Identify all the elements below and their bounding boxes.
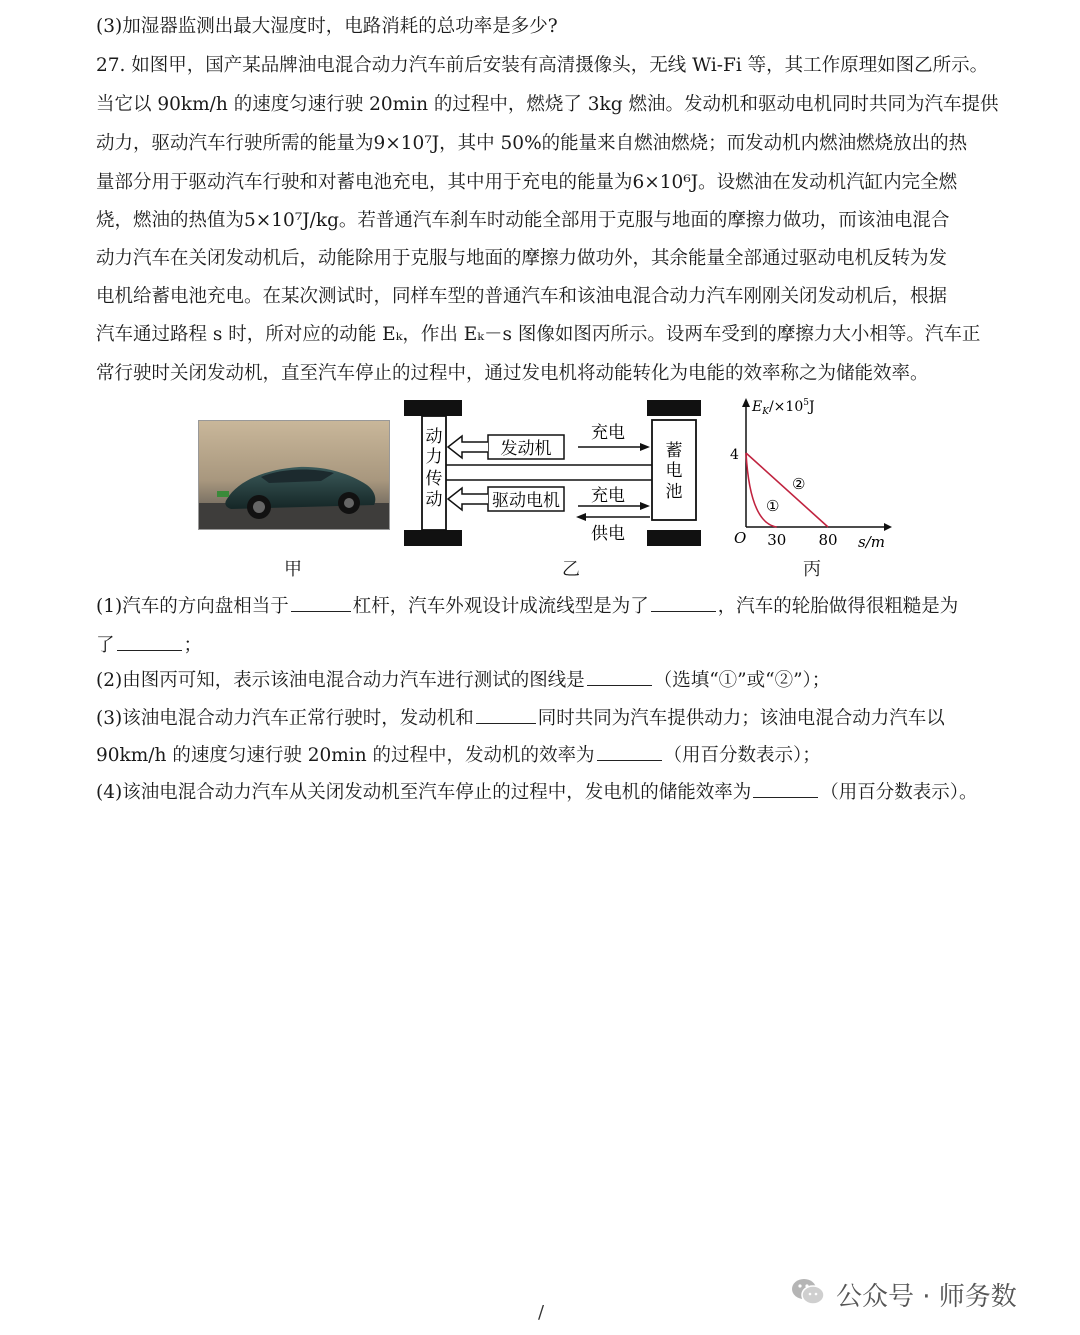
sub-question-2: (2)由图丙可知，表示该油电混合动力汽车进行测试的图线是 （选填“①”或“②”）；	[96, 667, 830, 694]
answer-blank-2[interactable]	[651, 593, 716, 612]
prev-question-tail: (3)加湿器监测出最大湿度时，电路消耗的总功率是多少?	[96, 16, 558, 37]
q27-line-1: 27. 如图甲，国产某品牌油电混合动力汽车前后安装有高清摄像头，无线 Wi-Fi 等，其工作原理如图乙所示。	[96, 55, 989, 76]
answer-blank-7[interactable]	[753, 779, 818, 798]
q27-line-9: 常行驶时关闭发动机，直至汽车停止的过程中，通过发电机将动能转化为电能的效率称之为储能效率。	[96, 363, 929, 384]
sub-question-1: (1)汽车的方向盘相当于 杠杆，汽车外观设计成流线型是为了 ，汽车的轮胎做得很粗糙是为	[96, 593, 958, 620]
transmission-label-3: 传	[425, 469, 443, 489]
charge-top-label: 充电	[591, 423, 625, 443]
graph-ylabel: $E_K/\times 10^5J$	[752, 398, 815, 417]
transmission-label-4: 动	[425, 490, 443, 510]
car-photo	[198, 420, 390, 530]
figure-label-jia: 甲	[284, 559, 302, 580]
supply-label: 供电	[591, 524, 625, 544]
q27-line-3: 动力，驱动汽车行驶所需的能量为9×10⁷J，其中 50%的能量来自燃油燃烧；而发动机内燃油燃烧放出的热	[96, 133, 968, 154]
graph-x-tick-30: 30	[767, 531, 787, 549]
curve-1	[746, 453, 780, 527]
curve-1-label: ①	[766, 497, 780, 515]
figure-label-bing: 丙	[803, 559, 821, 580]
answer-blank-5[interactable]	[476, 705, 536, 724]
wechat-icon	[790, 1276, 826, 1308]
q27-line-7: 电机给蓄电池充电。在某次测试时，同样车型的普通汽车和该油电混合动力汽车刚刚关闭发动机后，根据	[96, 286, 948, 307]
engine-label: 发动机	[500, 439, 552, 459]
answer-blank-6[interactable]	[597, 742, 662, 761]
sub-question-4: (4)该油电混合动力汽车从关闭发动机至汽车停止的过程中，发电机的储能效率为 （用百分数表示）。	[96, 779, 977, 806]
charge-bottom-label: 充电	[591, 486, 625, 506]
curve-2	[746, 453, 828, 527]
sub-question-3-cont: 90km/h 的速度匀速行驶 20min 的过程中，发动机的效率为 （用百分数表示）；	[96, 742, 821, 769]
q27-line-6: 动力汽车在关闭发动机后，动能除用于克服与地面的摩擦力做功外，其余能量全部通过驱动电机反转为发	[96, 248, 948, 269]
battery-label-2: 电	[665, 461, 683, 481]
ek-s-graph	[726, 395, 892, 553]
figure-label-yi: 乙	[562, 559, 580, 580]
page-mark: /	[538, 1302, 545, 1323]
curve-2-label: ②	[792, 475, 806, 493]
q27-line-2: 当它以 90km/h 的速度匀速行驶 20min 的过程中，燃烧了 3kg 燃油。发动机和驱动电机同时共同为汽车提供	[96, 94, 999, 115]
answer-blank-3[interactable]	[117, 632, 182, 651]
graph-origin: O	[734, 529, 747, 547]
sub-question-3: (3)该油电混合动力汽车正常行驶时，发动机和 同时共同为汽车提供动力；该油电混合动力汽车以	[96, 705, 945, 732]
motor-label: 驱动电机	[492, 491, 560, 511]
answer-blank-1[interactable]	[291, 593, 351, 612]
watermark-text: 公众号 · 师务数	[836, 1282, 1017, 1312]
battery-label-1: 蓄	[665, 441, 683, 461]
q27-line-5: 烧，燃油的热值为5×10⁷J/kg。若普通汽车刹车时动能全部用于克服与地面的摩擦力做功，而该油电混合	[96, 210, 950, 231]
q27-line-4: 量部分用于驱动汽车行驶和对蓄电池充电，其中用于充电的能量为6×10⁶J。设燃油在发动机汽缸内完全燃	[96, 172, 958, 193]
graph-xlabel: s/m	[858, 533, 885, 551]
answer-blank-4[interactable]	[587, 667, 652, 686]
sub-question-1-cont: 了 ；	[96, 632, 202, 659]
graph-y-tick-4: 4	[730, 447, 739, 463]
battery-label-3: 池	[665, 482, 683, 502]
transmission-label-1: 动	[425, 427, 443, 447]
q27-line-8: 汽车通过路程 s 时，所对应的动能 Eₖ，作出 Eₖ－s 图像如图丙所示。设两车受到的摩擦力大小相等。汽车正	[96, 324, 981, 345]
drive-diagram	[400, 398, 730, 550]
transmission-label-2: 力	[425, 447, 443, 467]
graph-x-tick-80: 80	[818, 531, 838, 549]
